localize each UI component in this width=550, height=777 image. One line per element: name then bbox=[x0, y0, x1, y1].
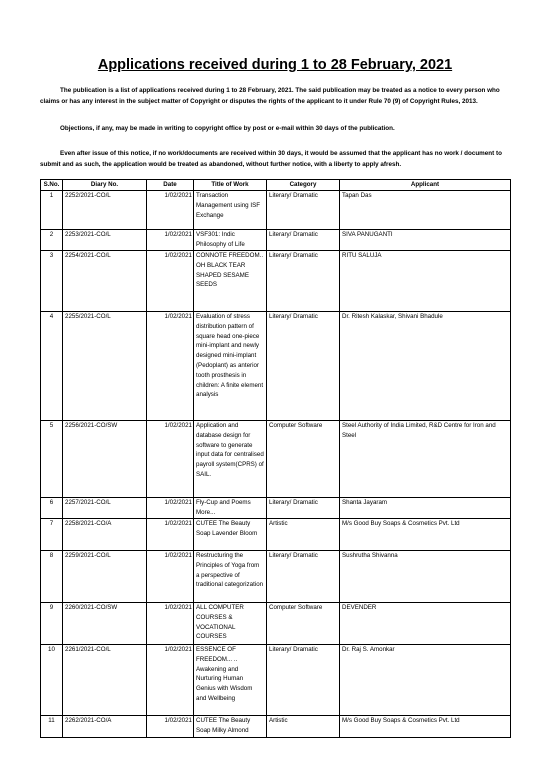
cell-sno: 1 bbox=[41, 191, 63, 230]
table-row bbox=[41, 312, 511, 421]
cell-date: 1/02/2021 bbox=[147, 230, 194, 251]
table-row bbox=[41, 191, 511, 230]
cell-date: 1/02/2021 bbox=[147, 716, 194, 738]
table-row bbox=[41, 645, 511, 716]
cell-category: Literary/ Dramatic bbox=[267, 230, 340, 251]
header-date: Date bbox=[147, 180, 194, 191]
cell-category: Literary/ Dramatic bbox=[267, 645, 340, 716]
cell-sno: 8 bbox=[41, 551, 63, 603]
cell-title: CUTEE The Beauty Soap Milky Almond bbox=[194, 716, 267, 738]
cell-applicant: RITU SALUJA bbox=[340, 251, 511, 312]
header-applicant: Applicant bbox=[340, 180, 511, 191]
header-category: Category bbox=[267, 180, 340, 191]
cell-diary-no: 2258/2021-CO/A bbox=[63, 519, 147, 551]
cell-category: Literary/ Dramatic bbox=[267, 251, 340, 312]
cell-title: ALL COMPUTER COURSES & VOCATIONAL COURSES bbox=[194, 603, 267, 645]
cell-category: Literary/ Dramatic bbox=[267, 312, 340, 421]
cell-sno: 4 bbox=[41, 312, 63, 421]
cell-applicant: Dr. Ritesh Kalaskar, Shivani Bhadule bbox=[340, 312, 511, 421]
cell-title: Application and database design for software to generate input data for centralised payroll system(CPRS) of SAIL. bbox=[194, 421, 267, 498]
notice-paragraph-3: Even after issue of this notice, if no work/documents are received within 30 days, it would be assumed that the applicant has no work / document to submit and as such, the application would be treated as abandoned, without further notice, with a liberty to apply afresh. bbox=[40, 150, 502, 168]
cell-sno: 5 bbox=[41, 421, 63, 498]
cell-diary-no: 2252/2021-CO/L bbox=[63, 191, 147, 230]
table-row bbox=[41, 603, 511, 645]
cell-title: VSF301: Indic Philosophy of Life bbox=[194, 230, 267, 251]
cell-diary-no: 2259/2021-CO/L bbox=[63, 551, 147, 603]
cell-date: 1/02/2021 bbox=[147, 645, 194, 716]
cell-applicant: Tapan Das bbox=[340, 191, 511, 230]
cell-diary-no: 2260/2021-CO/SW bbox=[63, 603, 147, 645]
cell-title: CUTEE The Beauty Soap Lavender Bloom bbox=[194, 519, 267, 551]
cell-applicant: Dr. Raj S. Amonkar bbox=[340, 645, 511, 716]
cell-diary-no: 2254/2021-CO/L bbox=[63, 251, 147, 312]
table-row bbox=[41, 519, 511, 551]
notice-paragraph-1: The publication is a list of applications received during 1 to 28 February, 2021. The said publication may be treated as a notice to every person who claims or has any interest in the subject matter of Copyright or disputes the rights of the applicant to it under Rule 70 (9) of Copyright Rules, 2013. bbox=[40, 87, 500, 105]
header-title-of-work: Title of Work bbox=[194, 180, 267, 191]
table-header-row bbox=[41, 180, 511, 191]
header-sno: S.No. bbox=[41, 180, 63, 191]
table-row bbox=[41, 230, 511, 251]
cell-title: ESSENCE OF FREEDOM... .. Awakening and Nurturing Human Genius with Wisdom and Wellbeing bbox=[194, 645, 267, 716]
cell-sno: 7 bbox=[41, 519, 63, 551]
cell-applicant: Steel Authority of India Limited, R&D Centre for Iron and Steel bbox=[340, 421, 511, 498]
cell-category: Artistic bbox=[267, 716, 340, 738]
cell-applicant: SIVA PANUGANTI bbox=[340, 230, 511, 251]
cell-applicant: Sushrutha Shivanna bbox=[340, 551, 511, 603]
cell-applicant: M/s Good Buy Soaps & Cosmetics Pvt. Ltd bbox=[340, 519, 511, 551]
cell-diary-no: 2253/2021-CO/L bbox=[63, 230, 147, 251]
cell-date: 1/02/2021 bbox=[147, 312, 194, 421]
cell-date: 1/02/2021 bbox=[147, 191, 194, 230]
cell-title: Evaluation of stress distribution pattern of square head one-piece mini-implant and newly designed mini-implant (Pedoplant) as anterior tooth prosthesis in children: A finite element analysis bbox=[194, 312, 267, 421]
cell-sno: 11 bbox=[41, 716, 63, 738]
cell-category: Literary/ Dramatic bbox=[267, 191, 340, 230]
applications-table bbox=[40, 179, 511, 738]
cell-sno: 2 bbox=[41, 230, 63, 251]
cell-category: Computer Software bbox=[267, 421, 340, 498]
cell-date: 1/02/2021 bbox=[147, 519, 194, 551]
cell-sno: 6 bbox=[41, 498, 63, 519]
cell-applicant: DEVENDER bbox=[340, 603, 511, 645]
cell-date: 1/02/2021 bbox=[147, 603, 194, 645]
notice-paragraph-2: Objections, if any, may be made in writing to copyright office by post or e-mail within 30 days of the publication. bbox=[60, 125, 395, 132]
cell-category: Artistic bbox=[267, 519, 340, 551]
cell-title: Fly-Cup and Poems More... bbox=[194, 498, 267, 519]
cell-diary-no: 2257/2021-CO/L bbox=[63, 498, 147, 519]
cell-category: Literary/ Dramatic bbox=[267, 551, 340, 603]
table-row bbox=[41, 716, 511, 738]
cell-date: 1/02/2021 bbox=[147, 498, 194, 519]
page-title: Applications received during 1 to 28 February, 2021 bbox=[97, 57, 453, 73]
cell-title: CONNOTE FREEDOM.. OH BLACK TEAR SHAPED SESAME SEEDS bbox=[194, 251, 267, 312]
cell-diary-no: 2261/2021-CO/L bbox=[63, 645, 147, 716]
cell-date: 1/02/2021 bbox=[147, 551, 194, 603]
cell-diary-no: 2262/2021-CO/A bbox=[63, 716, 147, 738]
table-row bbox=[41, 551, 511, 603]
cell-title: Restructuring the Principles of Yoga from a perspective of traditional categorization bbox=[194, 551, 267, 603]
table-row bbox=[41, 251, 511, 312]
cell-category: Literary/ Dramatic bbox=[267, 498, 340, 519]
header-diary-no: Diary No. bbox=[63, 180, 147, 191]
cell-applicant: M/s Good Buy Soaps & Cosmetics Pvt. Ltd bbox=[340, 716, 511, 738]
table-row bbox=[41, 421, 511, 498]
cell-diary-no: 2256/2021-CO/SW bbox=[63, 421, 147, 498]
cell-applicant: Shanta Jayaram bbox=[340, 498, 511, 519]
cell-title: Transaction Management using ISF Exchange bbox=[194, 191, 267, 230]
cell-date: 1/02/2021 bbox=[147, 421, 194, 498]
table-row bbox=[41, 498, 511, 519]
cell-sno: 9 bbox=[41, 603, 63, 645]
cell-diary-no: 2255/2021-CO/L bbox=[63, 312, 147, 421]
cell-category: Computer Software bbox=[267, 603, 340, 645]
cell-date: 1/02/2021 bbox=[147, 251, 194, 312]
cell-sno: 3 bbox=[41, 251, 63, 312]
cell-sno: 10 bbox=[41, 645, 63, 716]
